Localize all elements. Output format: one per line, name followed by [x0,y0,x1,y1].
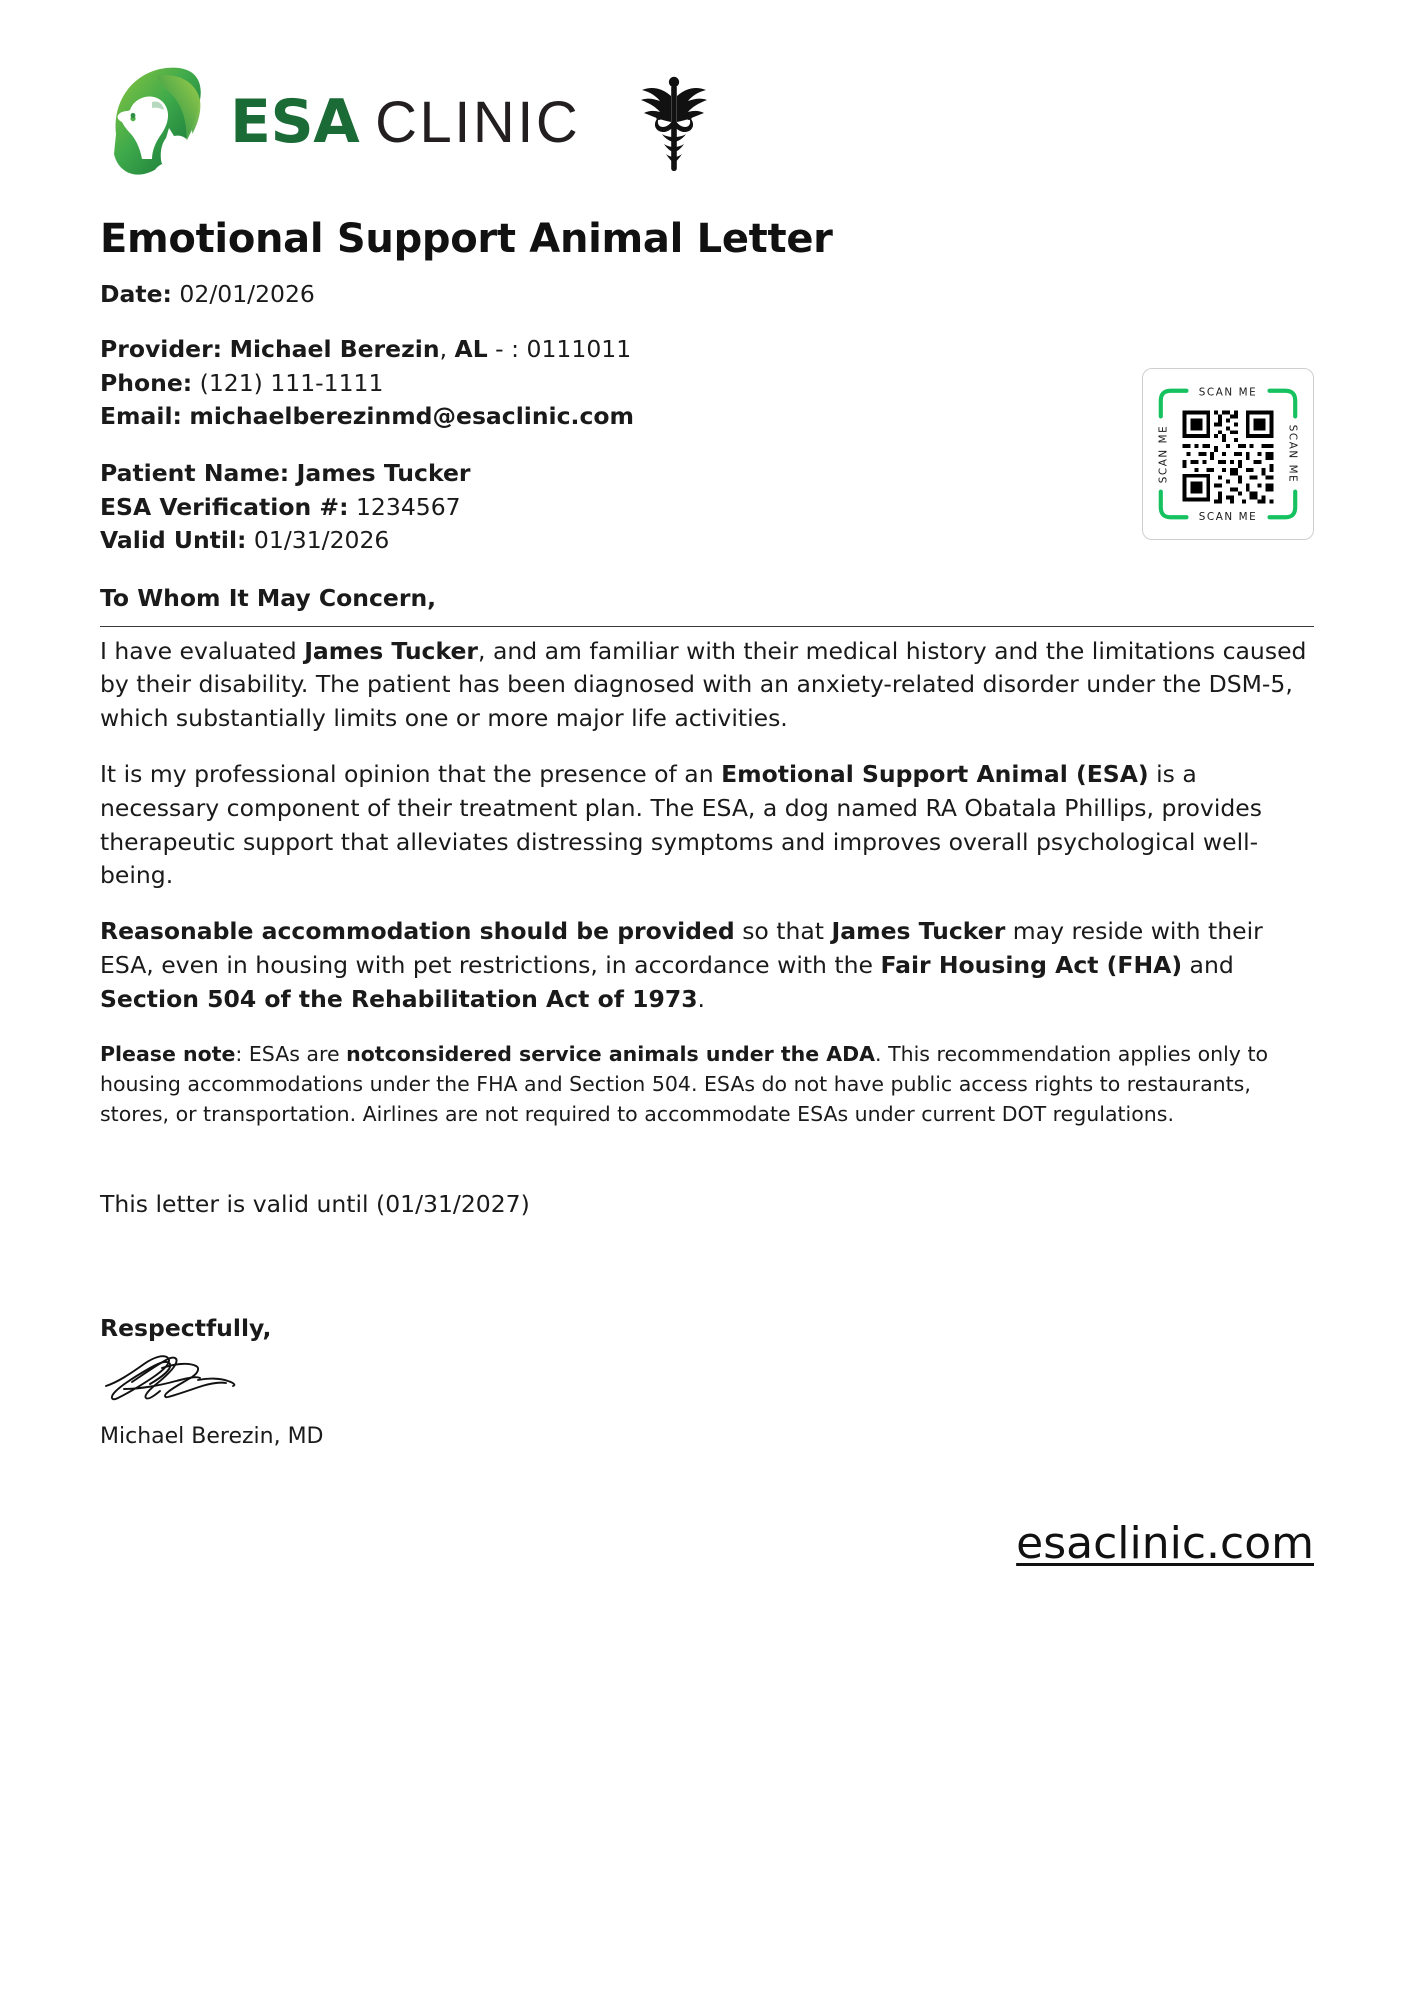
p3-patient-name: James Tucker [831,917,1006,946]
date-value: 02/01/2026 [179,280,315,308]
website-link[interactable]: esaclinic.com [1016,1518,1314,1569]
brand-wordmark [230,87,581,157]
p3-fha: Fair Housing Act (FHA) [880,951,1183,980]
provider-block [100,333,1314,433]
provider-line [100,333,1314,366]
provider-label: Provider: [100,335,223,364]
header-divider [100,626,1314,627]
qr-code-icon[interactable] [1143,369,1313,539]
paragraph-disclaimer [100,1039,1314,1130]
p1-part-a: I have evaluated [100,636,305,665]
brand-name-clinic: CLINIC [375,90,581,155]
p3-part-b: may reside with their ESA, even in housing with pet restrictions, in accordance with the [100,917,1263,980]
handwritten-signature-icon [102,1348,270,1410]
scan-me-left: SCAN ME [1157,424,1170,484]
scan-me-bottom: SCAN ME [1198,511,1258,524]
letter-body [100,635,1314,1222]
p2-part-b: is a necessary component of their treatment plan. The ESA, a dog named RA Obatala Phillips, provides therapeutic support that alleviates distressing symptoms and improves overall psychological well-being. [100,760,1262,890]
p2-part-a: It is my professional opinion that the presence of an [100,760,722,788]
letterhead [100,0,1314,202]
signer-name: Michael Berezin, MD [100,1423,324,1449]
brand-name-esa: ESA [230,87,360,157]
phone-value: (121) 111-1111 [199,368,384,397]
paragraph-accommodation [100,915,1314,1016]
salutation: To Whom It May Concern, [100,583,437,612]
verification-label: ESA Verification #: [100,492,349,521]
letter-date-line [100,278,1314,311]
provider-license: - : 0111011 [487,335,632,364]
p3-accommodation-phrase: Reasonable accommodation should be provided [100,917,735,946]
patient-name-label: Patient Name: [100,459,290,488]
email-label: Email: [100,402,182,431]
note-part-a: : ESAs are [235,1041,347,1066]
phone-line [100,367,1314,400]
validity-statement: This letter is valid until (01/31/2027) [100,1189,530,1218]
leaf-dog-cat-logo-icon [100,60,208,184]
note-part-b: . This recommendation applies only to housing accommodations under the FHA and Section 504. ESAs do not have public access rights to restaurants, stores, or transportation. Airlines are not required to accommodate ESAs under current DOT regulations. [100,1041,1269,1127]
p3-part-d: . [697,984,706,1013]
p3-part-c: and [1182,951,1234,980]
valid-until-label: Valid Until: [100,526,247,555]
verification-line [100,491,1314,524]
scan-me-right: SCAN ME [1286,424,1299,484]
p1-part-b: , and am familiar with their medical history and the limitations caused by their disability. The patient has been diagnosed with an anxiety-related disorder under the DSM-5, which substantially limits one or more major life activities. [100,636,1307,733]
email-line [100,400,1314,433]
patient-name-value: James Tucker [296,459,471,488]
phone-label: Phone: [100,368,193,397]
patient-name-line [100,457,1314,490]
p2-esa-term: Emotional Support Animal (ESA) [721,760,1149,788]
paragraph-opinion [100,758,1314,893]
verification-value: 1234567 [355,492,461,521]
qr-code-badge[interactable] [1142,368,1314,540]
valid-until-value: 01/31/2026 [253,526,390,555]
provider-state: AL [454,335,488,364]
paragraph-evaluation [100,635,1314,736]
valid-until-line [100,524,1314,557]
p3-part-a: so that [734,917,832,946]
brand-logo-lockup [100,60,580,184]
date-label: Date: [100,280,172,308]
note-ada-phrase: notconsidered service animals under the ADA [346,1041,876,1066]
p3-section-504: Section 504 of the Rehabilitation Act of 1973 [100,984,698,1013]
provider-name: Michael Berezin [229,335,440,364]
scan-me-top: SCAN ME [1198,386,1258,399]
p1-patient-name: James Tucker [304,636,479,665]
email-value: michaelberezinmd@esaclinic.com [189,402,635,431]
patient-block [100,457,1314,557]
note-label: Please note [100,1041,236,1066]
sign-off: Respectfully, [100,1313,272,1342]
provider-comma: , [439,335,448,364]
page-title: Emotional Support Animal Letter [100,216,833,262]
caduceus-icon [638,70,710,174]
